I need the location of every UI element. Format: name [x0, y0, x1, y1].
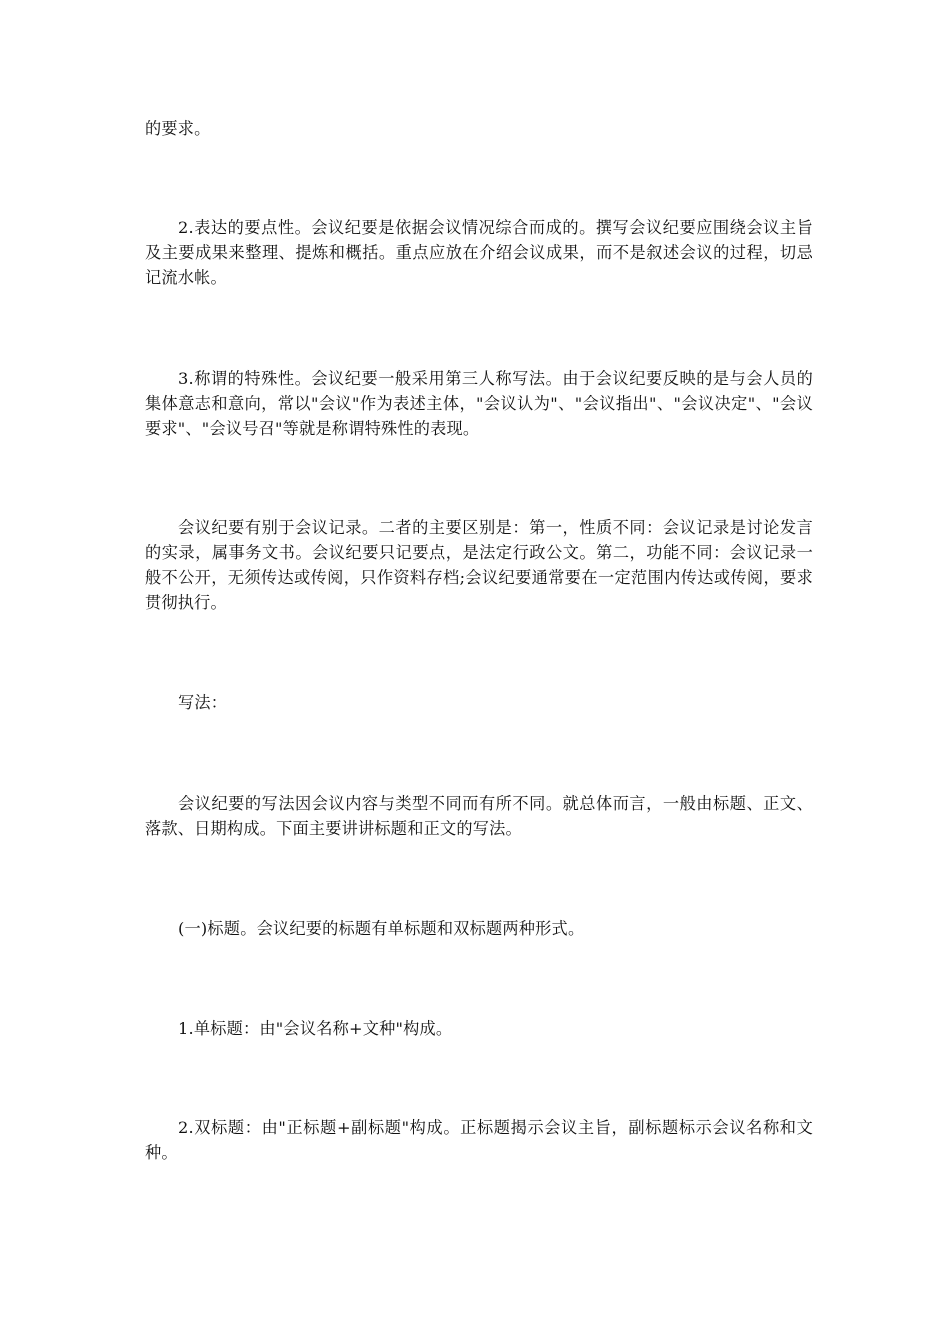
paragraph-point-2: 2.表达的要点性。会议纪要是依据会议情况综合而成的。撰写会议纪要应围绕会议主旨及主要成果来整理、提炼和概括。重点应放在介绍会议成果，而不是叙述会议的过程，切忌记流水帐。 [145, 218, 813, 287]
paragraph-writing-heading: 写法： [178, 693, 228, 712]
paragraph-double-title: 2.双标题：由"正标题+副标题"构成。正标题揭示会议主旨，副标题标示会议名称和文种。 [145, 1118, 813, 1162]
paragraph-single-title: 1.单标题：由"会议名称+文种"构成。 [178, 1019, 453, 1038]
paragraph-distinction: 会议纪要有别于会议记录。二者的主要区别是：第一，性质不同：会议记录是讨论发言的实录，属事务文书。会议纪要只记要点，是法定行政公文。第二，功能不同：会议记录一般不公开，无须传达或传阅，只作资料存档;会议纪要通常要在一定范围内传达或传阅，要求贯彻执行。 [145, 518, 813, 612]
paragraph-title-section: (一)标题。会议纪要的标题有单标题和双标题两种形式。 [178, 919, 585, 938]
paragraph-point-3: 3.称谓的特殊性。会议纪要一般采用第三人称写法。由于会议纪要反映的是与会人员的集体意志和意向，常以"会议"作为表述主体，"会议认为"、"会议指出"、"会议决定"、"会议要求"、"会议号召"等就是称谓特殊性的表现。 [145, 369, 813, 438]
paragraph-writing-intro: 会议纪要的写法因会议内容与类型不同而有所不同。就总体而言，一般由标题、正文、落款、日期构成。下面主要讲讲标题和正文的写法。 [145, 794, 813, 838]
paragraph-continuation: 的要求。 [145, 119, 211, 138]
